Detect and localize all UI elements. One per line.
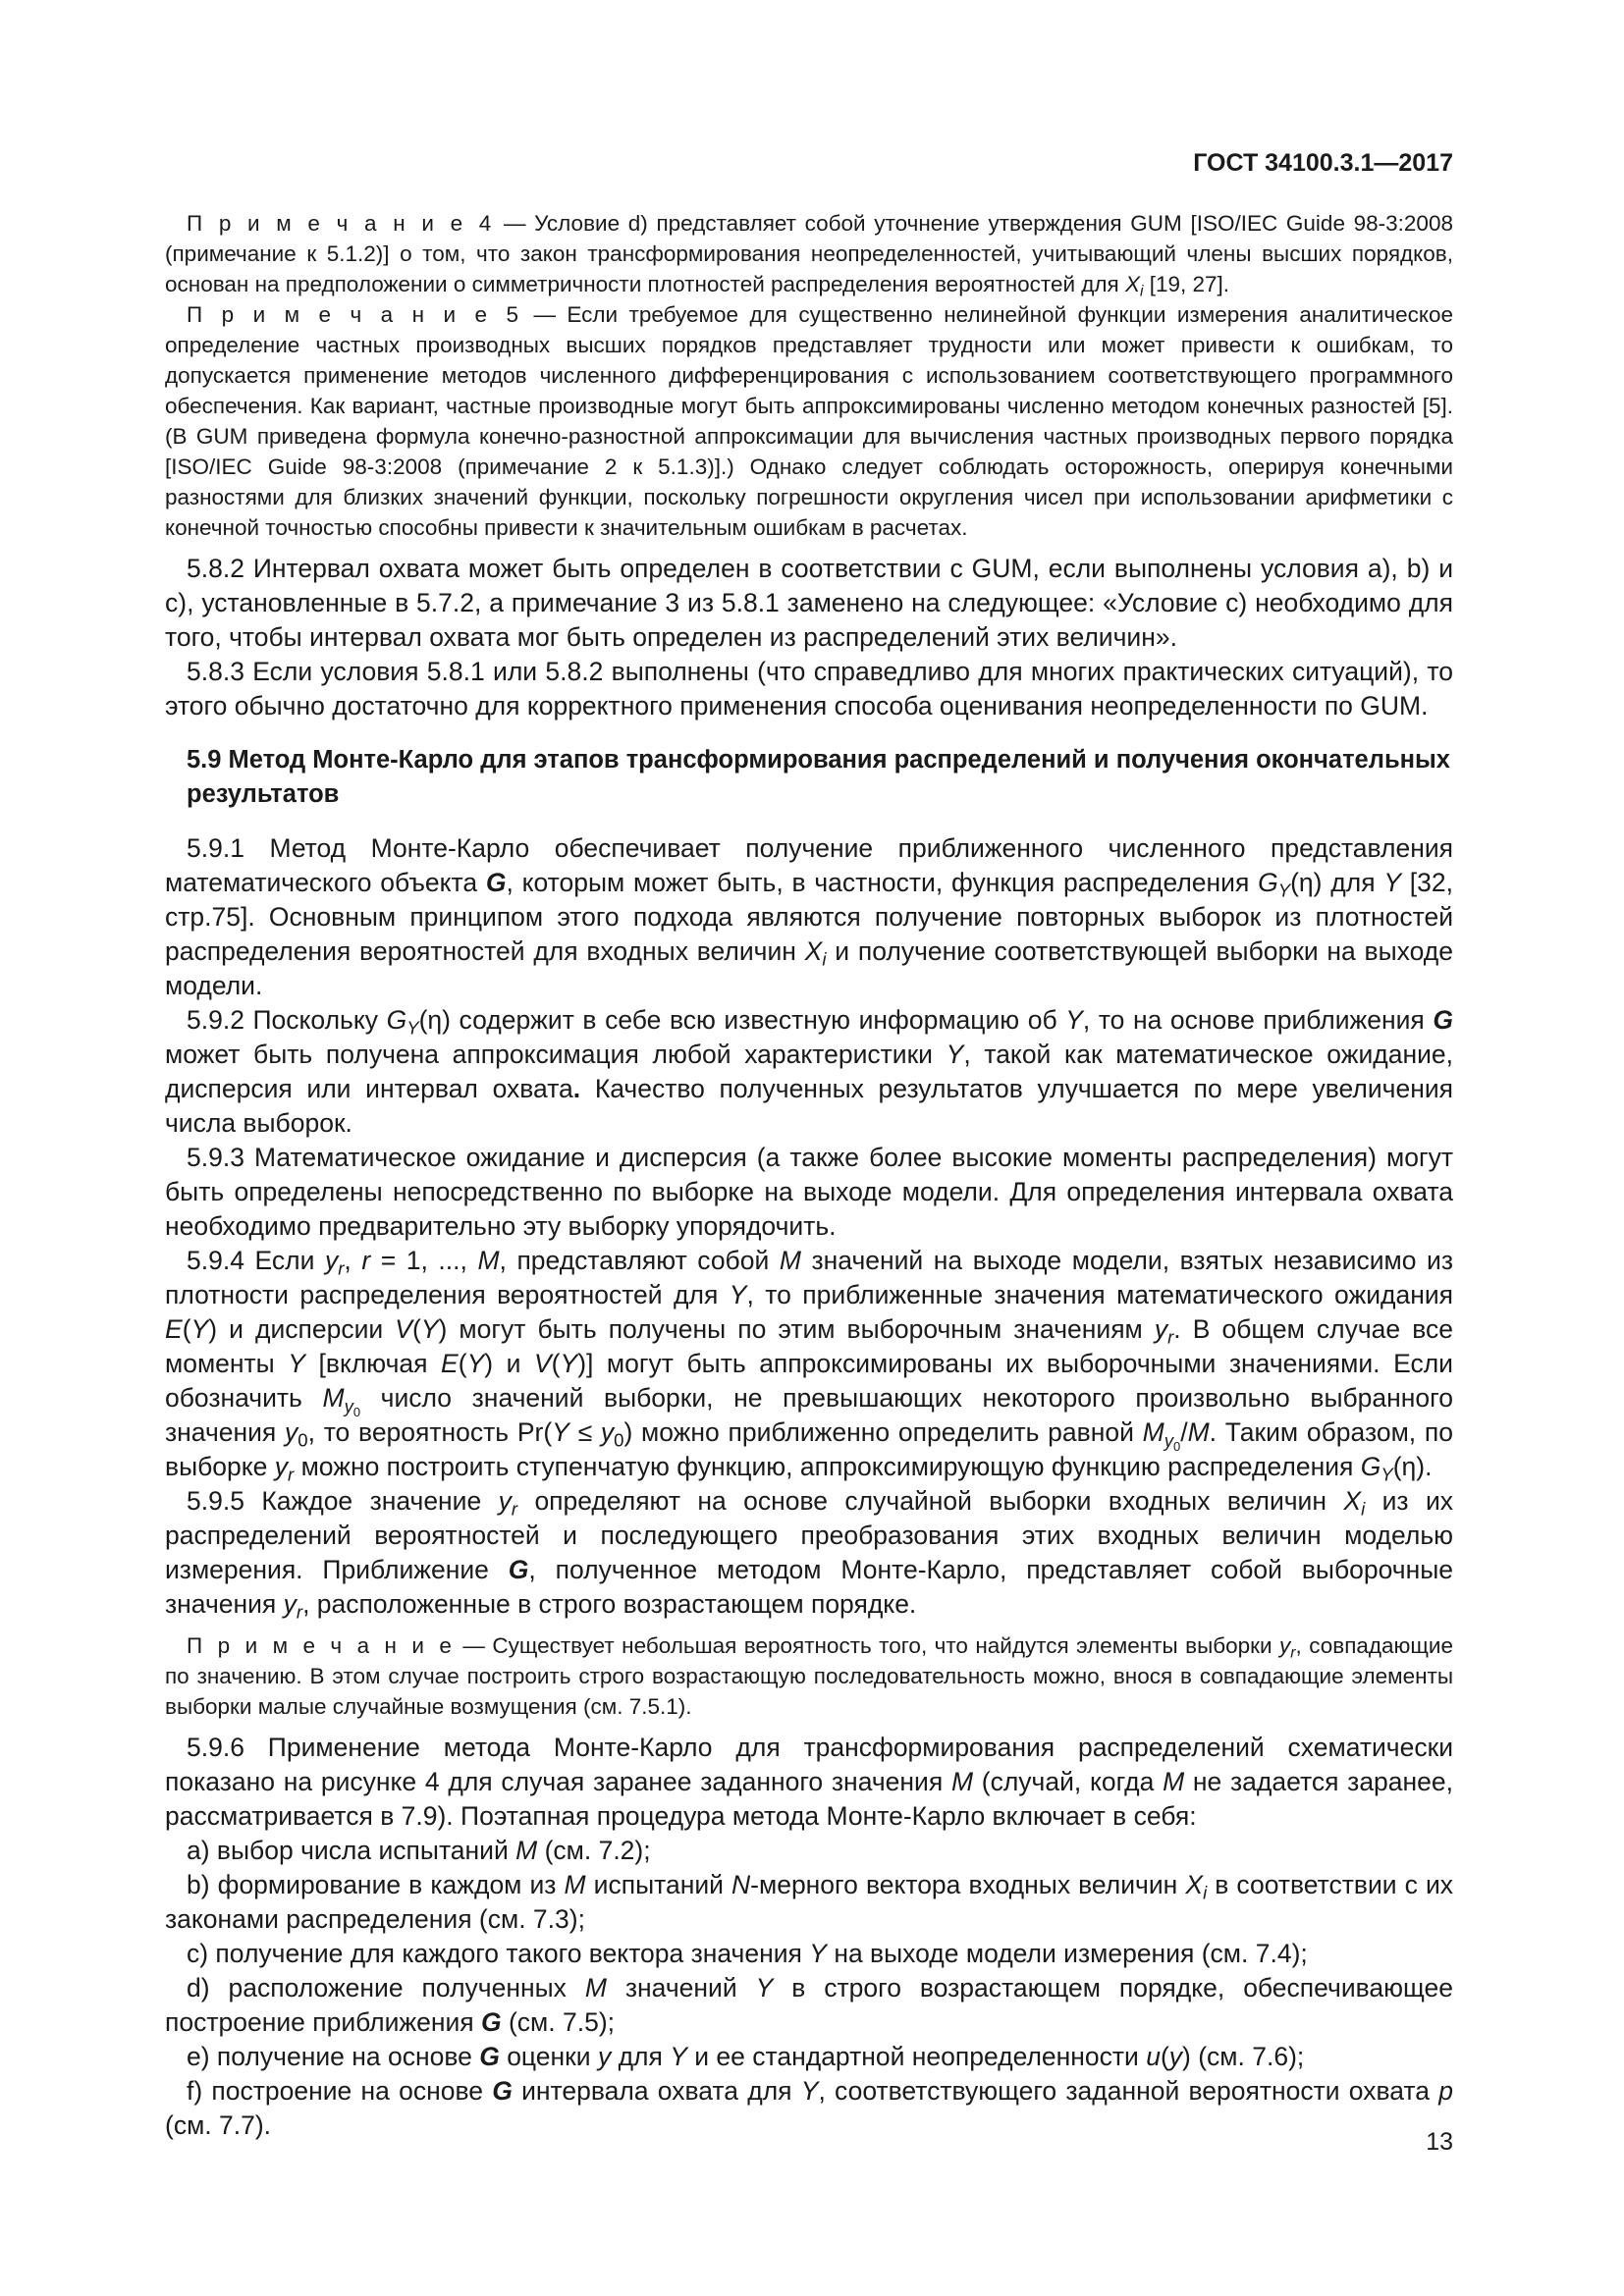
- page-content: [165, 208, 1453, 2143]
- document-code: ГОСТ 34100.3.1—2017: [1193, 149, 1453, 177]
- list-item-c: с) получение для каждого такого вектора значения Y на выходе модели измерения (см. 7.4);: [187, 1939, 1308, 1968]
- list-item-a: а) выбор числа испытаний M (см. 7.2);: [187, 1836, 651, 1865]
- paragraph-5-9-5: 5.9.5 Каждое значение $y_r$ определяют на основе случайной выборки входных величин $X_i$ из их распределений вероятностей и последующего преобразования этих входных величин моделью измерения. Приближение G, полученное методом Монте-Карло, представляет собой выборочные значения $y_r$, расположенные в строго возрастающем порядке.: [165, 1486, 1453, 1623]
- list-item-d: d) расположение полученных M значений Y в строго возрастающем порядке, обеспечивающее построение приближения G (см. 7.5);: [165, 1973, 1453, 2037]
- note-6: П р и м е ч а н и е — Существует небольшая вероятность того, что найдутся элементы выборки $y_r$, совпадающие по значению. В этом случае построить строго возрастающую последовательность можно, внося в совпадающие элементы выборки малые случайные возмущения (см. 7.5.1).: [165, 1633, 1454, 1719]
- list-item-f: f) построение на основе G интервала охвата для Y, соответствующего заданной вероятности охвата p (см. 7.7).: [165, 2076, 1453, 2140]
- paragraph-5-9-4: 5.9.4 Если $y_r$, r = 1, ..., M, представляют собой M значений на выходе модели, взятых независимо из плотности распределения вероятностей для Y, то приближенные значения математического ожидания E(Y) и дисперсии V(Y) могут быть получены по этим выборочным значениям $y_r$. В общем случае все моменты Y [включая E(Y) и V(Y)] могут быть аппроксимированы их выборочными значениями. Если обозначить $M_{y_0}$ число значений выборки, не превышающих некоторого произвольно выбранного значения $y_0$, то вероятность $Pr(Y \le y_0)$ можно приближенно определить равной $M_{y_0}/M$. Таким образом, по выборке $y_r$ можно построить ступенчатую функцию, аппроксимирующую функцию распределения $G_Y(\eta)$.: [165, 1246, 1453, 1485]
- paragraph-5-9-2: 5.9.2 Поскольку $G_Y(\eta)$ содержит в себе всю известную информацию об Y, то на основе приближения G может быть получена аппроксимация любой характеристики Y, такой как математическое ожидание, дисперсия или интервал охвата. Качество полученных результатов улучшается по мере увеличения числа выборок.: [165, 1005, 1454, 1138]
- paragraph-5-8-2: 5.8.2 Интервал охвата может быть определен в соответствии с GUM, если выполнены условия а), b) и с), установленные в 5.7.2, а примечание 3 из 5.8.1 заменено на следующее: «Условие с) необходимо для того, чтобы интервал охвата мог быть определен из распределений этих величин».: [165, 554, 1453, 652]
- paragraph-5-9-6: 5.9.6 Применение метода Монте-Карло для трансформирования распределений схематически показано на рисунке 4 для случая заранее заданного значения M (случай, когда M не задается заранее, рассматривается в 7.9). Поэтапная процедура метода Монте-Карло включает в себя:: [165, 1733, 1454, 1831]
- paragraph-5-8-3: 5.8.3 Если условия 5.8.1 или 5.8.2 выполнены (что справедливо для многих практических ситуаций), то этого обычно достаточно для корректного применения способа оценивания неопределенности по GUM.: [165, 657, 1453, 721]
- page-number: 13: [1426, 2128, 1453, 2156]
- note-4: П р и м е ч а н и е 4 — Условие d) представляет собой уточнение утверждения GUM [ISO/IEC Guide 98-3:2008 (примечание к 5.1.2)] о том, что закон трансформирования неопределенностей, учитывающий члены высших порядков, основан на предположении о симметричности плотностей распределения вероятностей для $X_i$ [19, 27].: [165, 211, 1453, 300]
- section-heading-5-9: 5.9 Метод Монте-Карло для этапов трансформирования распределений и получения окончательных результатов: [187, 746, 1450, 808]
- list-item-b: b) формирование в каждом из M испытаний N-мерного вектора входных величин $X_i$ в соответствии с их законами распределения (см. 7.3);: [165, 1870, 1454, 1934]
- paragraph-5-9-3: 5.9.3 Математическое ожидание и дисперсия (а также более высокие моменты распределения) могут быть определены непосредственно по выборке на выходе модели. Для определения интервала охвата необходимо предварительно эту выборку упорядочить.: [165, 1143, 1453, 1241]
- paragraph-5-9-1: 5.9.1 Метод Монте-Карло обеспечивает получение приближенного численного представления математического объекта G, которым может быть, в частности, функция распределения $G_Y(\eta)$ для Y [32, стр.75]. Основным принципом этого подхода являются получение повторных выборок из плотностей распределения вероятностей для входных величин $X_i$ и получение соответствующей выборки на выходе модели.: [165, 833, 1453, 1000]
- list-item-e: е) получение на основе G оценки y для Y и ее стандартной неопределенности u(y) (см. 7.6);: [187, 2042, 1305, 2071]
- note-5: П р и м е ч а н и е 5 — Если требуемое для существенно нелинейной функции измерения аналитическое определение частных производных высших порядков представляет трудности или может привести к ошибкам, то допускается применение методов численного дифференцирования с использованием соответствующего программного обеспечения. Как вариант, частные производные могут быть аппроксимированы численно методом конечных разностей [5]. (В GUM приведена формула конечно-разностной аппроксимации для вычисления частных производных первого порядка [ISO/IEC Guide 98-3:2008 (примечание 2 к 5.1.3)].) Однако следует соблюдать осторожность, оперируя конечными разностями для близких значений функции, поскольку погрешности округления чисел при использовании арифметики с конечной точностью способны привести к значительным ошибкам в расчетах.: [165, 302, 1453, 540]
